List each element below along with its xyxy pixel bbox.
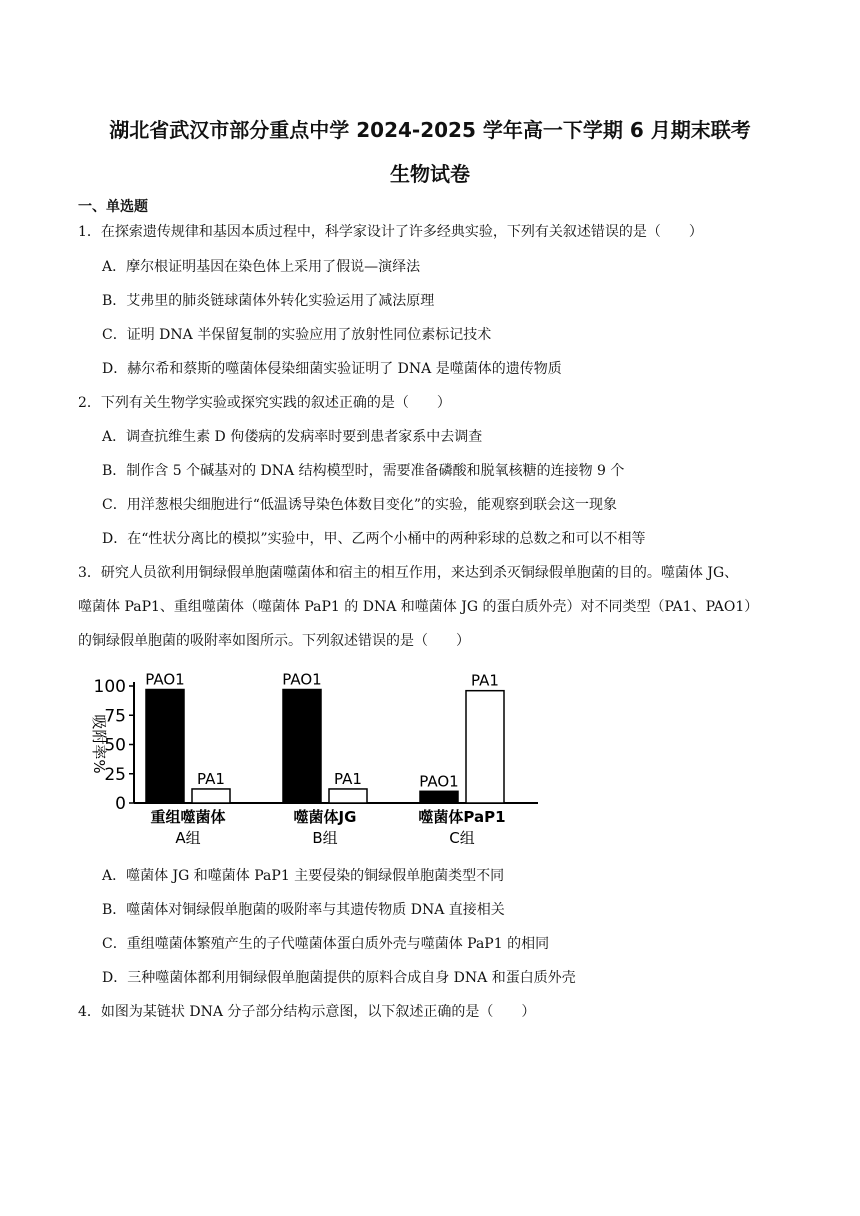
bar-data-label: PA1: [197, 769, 225, 788]
question-1-option-c: C．证明 DNA 半保留复制的实验应用了放射性同位素标记技术: [102, 327, 492, 343]
exam-subtitle: 生物试卷: [390, 162, 470, 186]
bar-pa1-group-1: [192, 789, 230, 803]
question-2-option-d: D．在“性状分离比的模拟”实验中，甲、乙两个小桶中的两种彩球的总数之和可以不相等: [102, 531, 646, 547]
bar-data-label: PAO1: [282, 670, 322, 689]
question-1-option-d: D．赫尔希和蔡斯的噬菌体侵染细菌实验证明了 DNA 是噬菌体的遗传物质: [102, 361, 562, 377]
question-3-stem-line-3: 的铜绿假单胞菌的吸附率如图所示。下列叙述错误的是（ ）: [78, 633, 470, 649]
bar-data-label: PAO1: [419, 772, 459, 791]
bar-pa1-group-3: [466, 691, 504, 803]
question-2-option-a: A．调查抗维生素 D 佝偻病的发病率时要到患者家系中去调查: [102, 429, 483, 445]
bar-data-label: PA1: [471, 671, 499, 690]
y-axis-label: 吸附率%: [90, 714, 108, 774]
y-tick-label: 75: [104, 706, 126, 727]
group-sublabel: C组: [449, 829, 475, 847]
bar-pao1-group-2: [283, 690, 321, 803]
section-heading: 一、单选题: [78, 199, 148, 215]
group-label: 噬菌体PaP1: [418, 808, 506, 826]
exam-title: 湖北省武汉市部分重点中学 2024-2025 学年高一下学期 6 月期末联考: [109, 118, 751, 142]
group-label: 噬菌体JG: [293, 808, 357, 826]
y-tick-label: 100: [93, 677, 126, 697]
group-sublabel: B组: [312, 829, 338, 847]
bar-pa1-group-2: [329, 789, 367, 803]
question-3-option-b: B．噬菌体对铜绿假单胞菌的吸附率与其遗传物质 DNA 直接相关: [102, 902, 505, 918]
group-sublabel: A组: [175, 829, 201, 847]
bar-data-label: PA1: [334, 769, 362, 788]
question-2-option-c: C．用洋葱根尖细胞进行“低温诱导染色体数目变化”的实验，能观察到联会这一现象: [102, 497, 618, 513]
y-tick-label: 50: [104, 735, 126, 756]
bar-pao1-group-1: [146, 690, 184, 803]
question-3-stem-line-2: 噬菌体 PaP1、重组噬菌体（噬菌体 PaP1 的 DNA 和噬菌体 JG 的蛋白质外壳）对不同类型（PA1、PAO1）: [78, 599, 759, 615]
bar-data-label: PAO1: [145, 670, 185, 689]
question-1-option-a: A．摩尔根证明基因在染色体上采用了假说—演绎法: [102, 259, 421, 275]
y-tick-label: 0: [115, 794, 126, 814]
question-3-option-c: C．重组噬菌体繁殖产生的子代噬菌体蛋白质外壳与噬菌体 PaP1 的相同: [102, 936, 550, 952]
bar-pao1-group-3: [420, 791, 458, 803]
question-2-option-b: B．制作含 5 个碱基对的 DNA 结构模型时，需要准备磷酸和脱氧核糖的连接物 9 个: [102, 463, 625, 479]
question-3-stem-line-1: 3．研究人员欲利用铜绿假单胞菌噬菌体和宿主的相互作用，来达到杀灭铜绿假单胞菌的目的。噬菌体 JG、: [78, 565, 739, 581]
question-3-option-d: D．三种噬菌体都利用铜绿假单胞菌提供的原料合成自身 DNA 和蛋白质外壳: [102, 970, 576, 986]
y-tick-label: 25: [104, 764, 126, 785]
question-1-stem: 1．在探索遗传规律和基因本质过程中，科学家设计了许多经典实验，下列有关叙述错误的是（ ）: [78, 224, 703, 240]
adsorption-bar-chart: [60, 664, 560, 854]
question-3-option-a: A．噬菌体 JG 和噬菌体 PaP1 主要侵染的铜绿假单胞菌类型不同: [102, 868, 505, 884]
group-label: 重组噬菌体: [150, 808, 226, 826]
question-1-option-b: B．艾弗里的肺炎链球菌体外转化实验运用了减法原理: [102, 293, 435, 309]
question-2-stem: 2．下列有关生物学实验或探究实践的叙述正确的是（ ）: [78, 395, 451, 411]
question-4-stem: 4．如图为某链状 DNA 分子部分结构示意图，以下叙述正确的是（ ）: [78, 1004, 536, 1020]
